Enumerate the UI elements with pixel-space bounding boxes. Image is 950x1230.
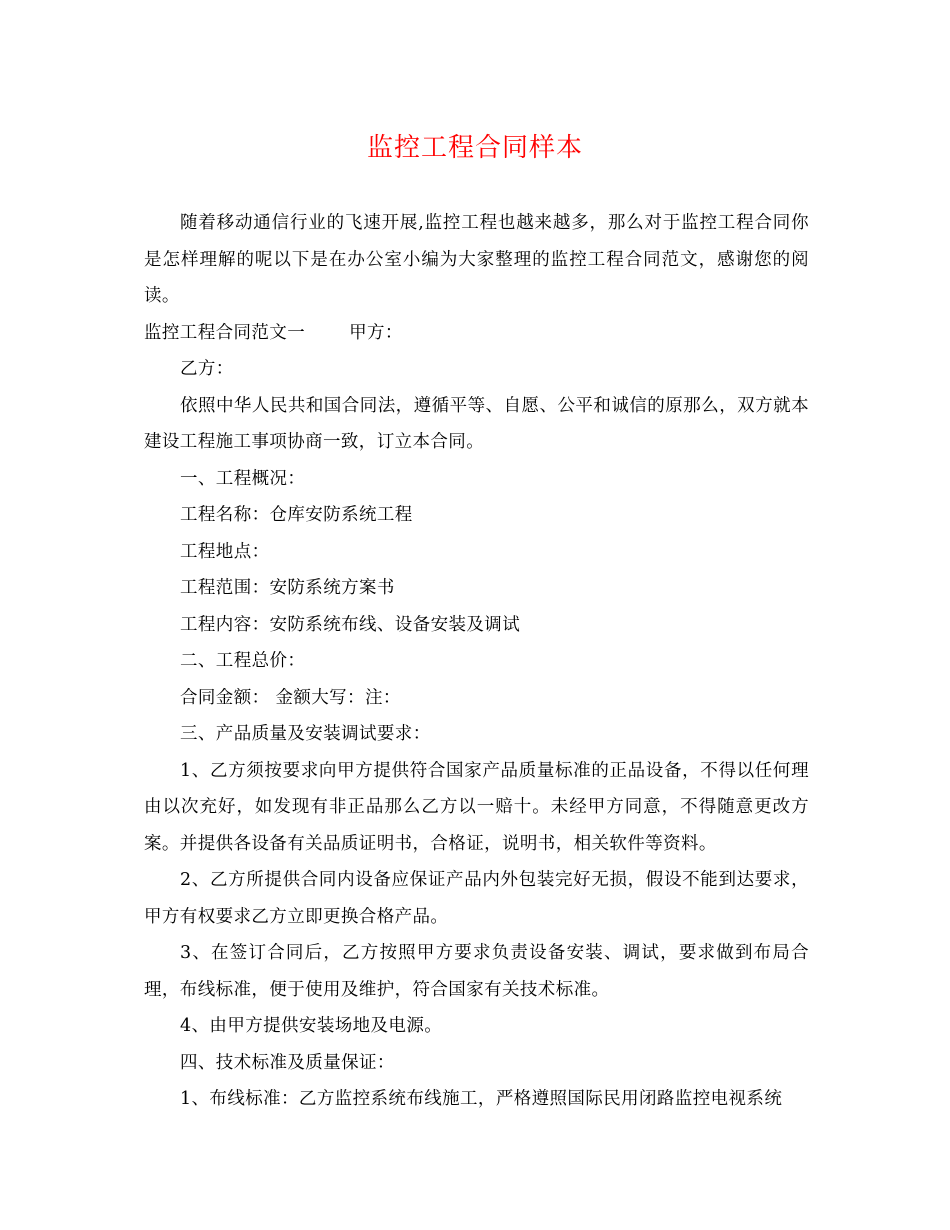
section3-heading: 三、产品质量及安装调试要求： — [180, 724, 431, 744]
sample-heading: 监控工程合同范文一 — [144, 322, 306, 343]
contract-amount: 合同金额： 金额大写：注： — [180, 687, 401, 708]
sample-heading-line — [144, 315, 809, 352]
clause-3-2: 2、乙方所提供合同内设备应保证产品内外包装完好无损，假设不能到达要求，甲方有权要求乙方立即更换合格产品。 — [144, 870, 809, 927]
clause-3-3: 3、在签订合同后，乙方按照甲方要求负责设备安装、调试，要求做到布局合理，布线标准，便于使用及维护，符合国家有关技术标准。 — [144, 943, 809, 1000]
clause-3-4: 4、由甲方提供安装场地及电源。 — [180, 1016, 443, 1036]
preamble-paragraph: 依照中华人民共和国合同法，遵循平等、自愿、公平和诚信的原那么，双方就本建设工程施工事项协商一致，订立本合同。 — [144, 395, 809, 452]
section4-heading: 四、技术标准及质量保证： — [180, 1052, 395, 1073]
intro-paragraph: 随着移动通信行业的飞速开展,监控工程也越来越多，那么对于监控工程合同你是怎样理解的呢以下是在办公室小编为大家整理的监控工程合同范文，感谢您的阅读。 — [144, 213, 809, 306]
project-name: 工程名称：仓库安防系统工程 — [180, 505, 413, 525]
section2-heading: 二、工程总价： — [180, 651, 306, 671]
clause-3-1: 1、乙方须按要求向甲方提供符合国家产品质量标准的正品设备，不得以任何理由以次充好，如发现有非正品那么乙方以一赔十。未经甲方同意，不得随意更改方案。并提供各设备有关品质证明书，合格证，说明书，相关软件等资料。 — [144, 760, 809, 854]
party-a-label: 甲方： — [349, 322, 403, 343]
project-location: 工程地点： — [180, 541, 270, 562]
project-scope: 工程范围：安防系统方案书 — [180, 578, 395, 598]
party-b-label: 乙方： — [180, 359, 234, 379]
clause-4-1: 1、布线标准：乙方监控系统布线施工，严格遵照国际民用闭路监控电视系统 — [180, 1089, 783, 1109]
project-content: 工程内容：安防系统布线、设备安装及调试 — [180, 614, 521, 635]
section1-heading: 一、工程概况： — [180, 468, 306, 489]
document-body — [144, 205, 809, 1118]
document-title: 监控工程合同样本 — [366, 133, 583, 163]
